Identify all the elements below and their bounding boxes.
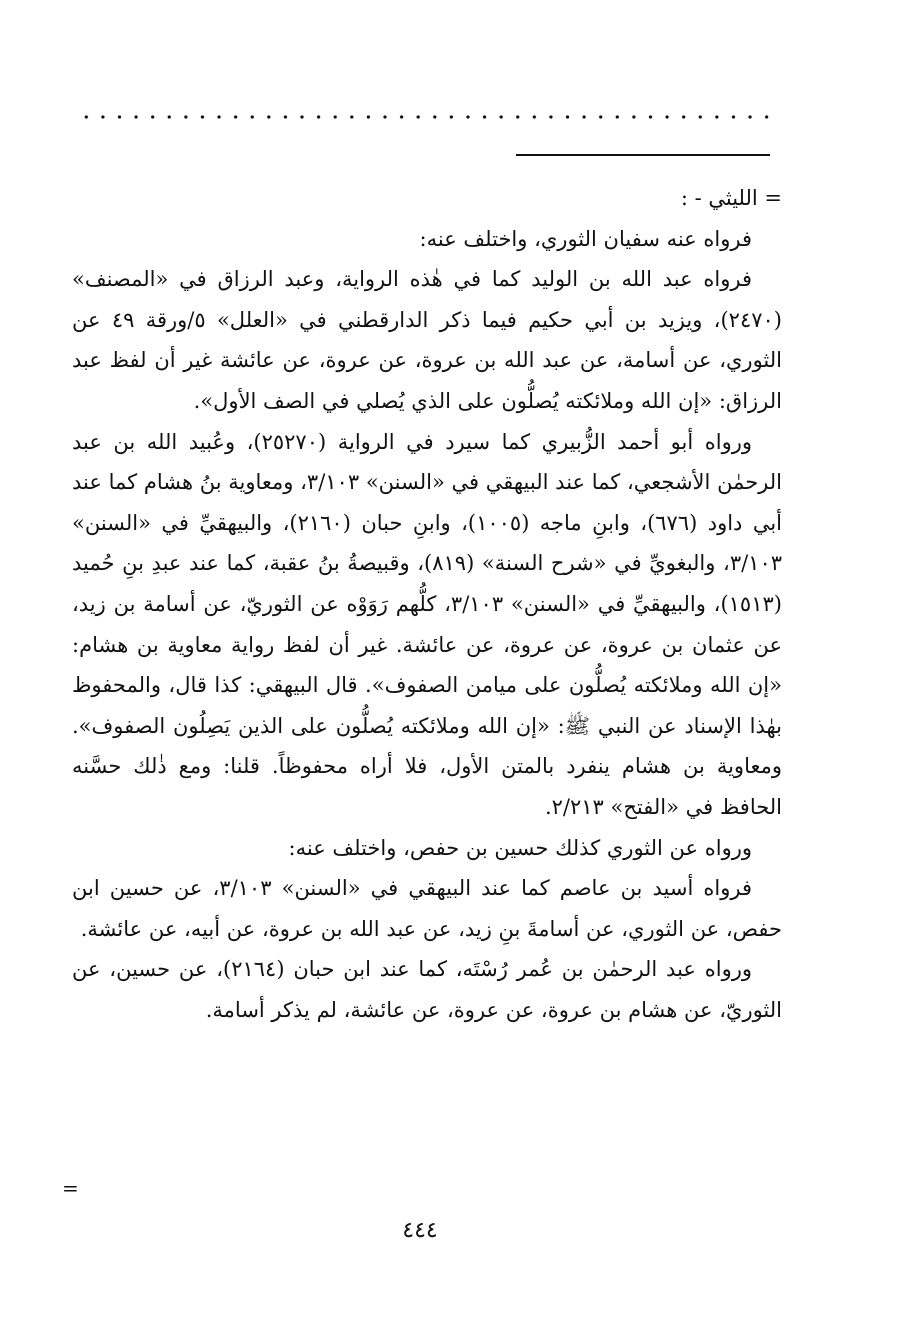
footnote-text: [72, 178, 782, 1030]
dotted-separator: [78, 114, 770, 120]
paragraph: فرواه عنه سفيان الثوري، واختلف عنه:: [419, 226, 752, 251]
paragraph: فرواه أسيد بن عاصم كما عند البيهقي في «السنن» ٣/١٠٣، عن حسين ابن حفص، عن الثوري، عن أسامةَ بنِ زيد، عن عبد الله بن عروة، عن أبيه، عن عائشة.: [72, 876, 782, 941]
page-number: ٤٤٤: [402, 1218, 438, 1243]
continuation-mark: =: [62, 1176, 79, 1200]
paragraph: ورواه عبد الرحمٰن بن عُمر رُسْتَه، كما عند ابن حبان (٢١٦٤)، عن حسين، عن الثوريّ، عن هشام بن عروة، عن عروة، عن عائشة، لم يذكر أسامة.: [72, 957, 782, 1022]
paragraph: ورواه أبو أحمد الزُّبيري كما سيرد في الرواية (٢٥٢٧٠)، وعُبيد الله بن عبد الرحمٰن الأشجعي، كما عند البيهقي في «السنن» ٣/١٠٣، ومعاوية بنُ هشام كما عند أبي داود (٦٧٦)، وابنِ ماجه (١٠٠٥)، وابنِ حبان (٢١٦٠)، والبيهقيِّ في «السنن» ٣/١٠٣، والبغويِّ في «شرح السنة» (٨١٩)، وقبيصةُ بنُ عقبة، كما عند عبدِ بنِ حُميد (١٥١٣)، والبيهقيِّ في «السنن» ٣/١٠٣، كلُّهم رَوَوْه عن الثوريّ، عن أسامة بن زيد، عن عثمان بن عروة، عن عروة، عن عائشة. غير أن لفظ رواية معاوية بن هشام: «إن الله وملائكته يُصلُّون على ميامن الصفوف». قال البيهقي: كذا قال، والمحفوظ بهٰذا الإسناد عن النبي ﷺ: «إن الله وملائكته يُصلُّون على الذين يَصِلُون الصفوف». ومعاوية بن هشام ينفرد بالمتن الأول، فلا أراه محفوظاً. قلنا: ومع ذٰلك حسَّنه الحافظ في «الفتح» ٢/٢١٣.: [72, 429, 783, 819]
footnote-rule: [516, 154, 770, 156]
paragraph: ورواه عن الثوري كذلك حسين بن حفص، واختلف عنه:: [288, 835, 752, 860]
paragraph: فرواه عبد الله بن الوليد كما في هٰذه الرواية، وعبد الرزاق في «المصنف» (٢٤٧٠)، ويزيد بن أبي حكيم فيما ذكر الدارقطني في «العلل» ٥/ورقة ٤٩ عن الثوري، عن أسامة، عن عبد الله بن عروة، عن عروة، عن عائشة غير أن لفظ عبد الرزاق: «إن الله وملائكته يُصلُّون على الذي يُصلي في الصف الأول».: [72, 267, 782, 413]
paragraph-continuation: = الليثي - :: [680, 186, 782, 210]
